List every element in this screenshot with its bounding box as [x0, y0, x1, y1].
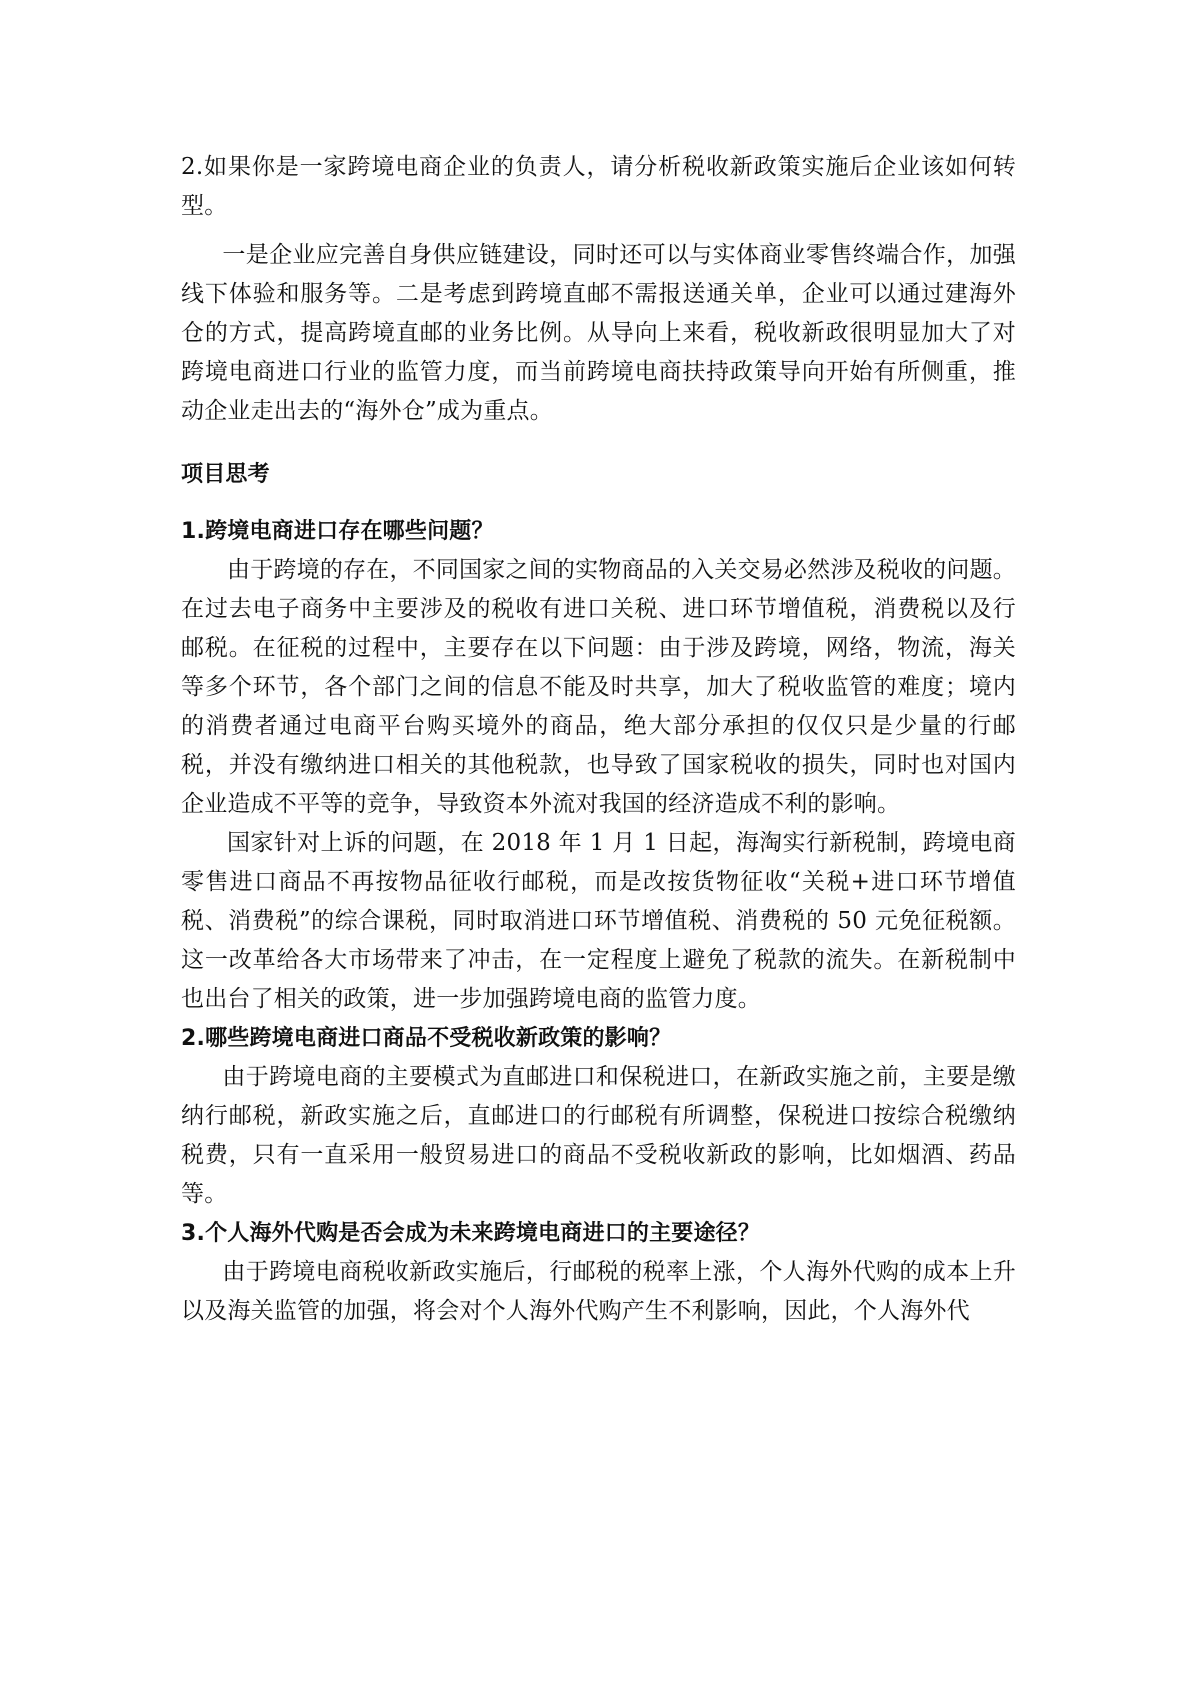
intro-answer: 一是企业应完善自身供应链建设，同时还可以与实体商业零售终端合作，加强线下体验和服务等。二是考虑到跨境直邮不需报送通关单，企业可以通过建海外仓的方式，提高跨境直邮的业务比例。从导向上来看，税收新政很明显加大了对跨境电商进口行业的监管力度，而当前跨境电商扶持政策导向开始有所侧重，推动企业走出去的“海外仓”成为重点。 [181, 242, 1016, 424]
q3-title: 3.个人海外代购是否会成为未来跨境电商进口的主要途径？ [181, 1221, 761, 1246]
intro-question: 2.如果你是一家跨境电商企业的负责人，请分析税收新政策实施后企业该如何转型。 [181, 154, 1016, 219]
q3-paragraph: 由于跨境电商税收新政实施后，行邮税的税率上涨，个人海外代购的成本上升以及海关监管的加强，将会对个人海外代购产生不利影响，因此，个人海外代 [181, 1259, 1016, 1324]
section-title: 项目思考 [181, 462, 270, 487]
q2-paragraph: 由于跨境电商的主要模式为直邮进口和保税进口，在新政实施之前，主要是缴纳行邮税，新政实施之后，直邮进口的行邮税有所调整，保税进口按综合税缴纳税费，只有一直采用一般贸易进口的商品不受税收新政的影响，比如烟酒、药品等。 [181, 1064, 1016, 1207]
document-body [181, 148, 1016, 1331]
q1-title: 1.跨境电商进口存在哪些问题？ [181, 519, 494, 544]
q1-paragraph-2: 国家针对上诉的问题，在 2018 年 1 月 1 日起，海淘实行新税制，跨境电商零售进口商品不再按物品征收行邮税，而是改按货物征收“关税+进口环节增值税、消费税”的综合课税，同时取消进口环节增值税、消费税的 50 元免征税额。这一改革给各大市场带来了冲击，在一定程度上避免了税款的流失。在新税制中也出台了相关的政策，进一步加强跨境电商的监管力度。 [181, 830, 1016, 1012]
q1-paragraph-1: 由于跨境的存在，不同国家之间的实物商品的入关交易必然涉及税收的问题。在过去电子商务中主要涉及的税收有进口关税、进口环节增值税，消费税以及行邮税。在征税的过程中，主要存在以下问题：由于涉及跨境，网络，物流，海关等多个环节，各个部门之间的信息不能及时共享，加大了税收监管的难度；境内的消费者通过电商平台购买境外的商品，绝大部分承担的仅仅只是少量的行邮税，并没有缴纳进口相关的其他税款，也导致了国家税收的损失，同时也对国内企业造成不平等的竞争，导致资本外流对我国的经济造成不利的影响。 [181, 557, 1016, 817]
q2-title: 2.哪些跨境电商进口商品不受税收新政策的影响？ [181, 1026, 672, 1051]
